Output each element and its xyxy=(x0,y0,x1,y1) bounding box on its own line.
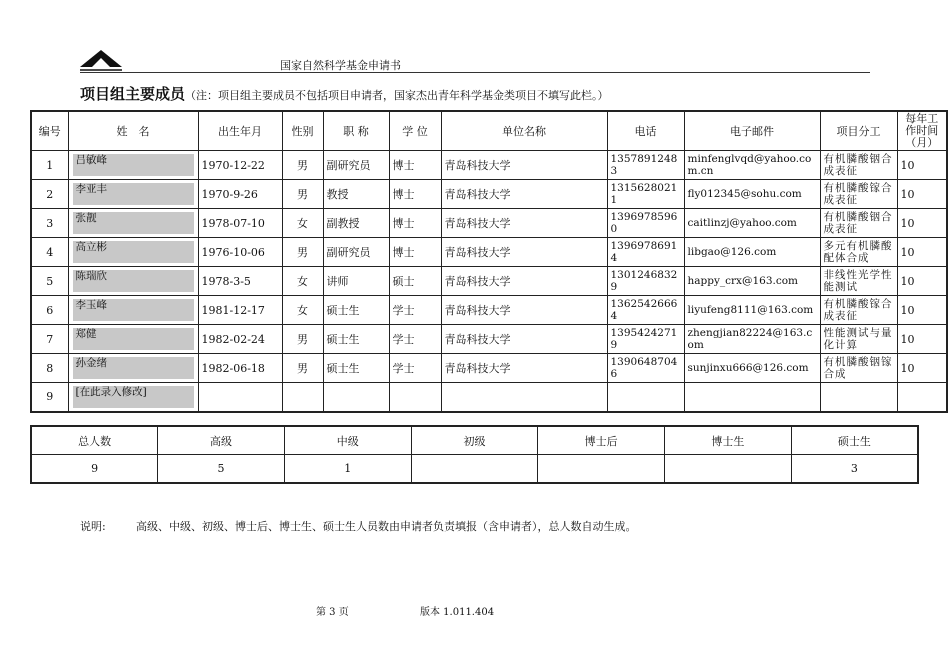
summary-value-cell[interactable]: 3 xyxy=(791,455,918,484)
cell-number[interactable]: 3 xyxy=(31,209,68,238)
explanation-text: 高级、中级、初级、博士后、博士生、硕士生人员数由申请者负责填报（含申请者），总人数自动生成。 xyxy=(136,520,637,533)
cell-name[interactable] xyxy=(68,151,198,180)
summary-value-cell[interactable]: 1 xyxy=(284,455,411,484)
summary-header-cell: 中级 xyxy=(284,426,411,455)
cell-months[interactable]: 10 xyxy=(897,180,947,209)
cell-email[interactable]: happy_crx@163.com xyxy=(684,267,820,296)
section-heading xyxy=(80,83,609,104)
cell-phone[interactable] xyxy=(607,383,684,412)
cell-gender[interactable]: 男 xyxy=(282,238,323,267)
cell-months[interactable]: 10 xyxy=(897,209,947,238)
cell-degree[interactable] xyxy=(389,383,441,412)
cell-email[interactable]: minfenglvqd@yahoo.com.cn xyxy=(684,151,820,180)
cell-division[interactable]: 有机膦酸铟合成表征 xyxy=(820,151,897,180)
members-table xyxy=(30,110,948,413)
cell-birth-date[interactable]: 1978-3-5 xyxy=(198,267,282,296)
member-row xyxy=(31,354,947,383)
cell-degree[interactable]: 学士 xyxy=(389,325,441,354)
summary-header-row xyxy=(31,426,918,455)
cell-months[interactable] xyxy=(897,383,947,412)
cell-organization[interactable]: 青岛科技大学 xyxy=(441,151,607,180)
name-input-field[interactable]: 吕敏峰 xyxy=(73,154,194,176)
cell-birth-date[interactable] xyxy=(198,383,282,412)
cell-division[interactable]: 有机膦酸镓合成表征 xyxy=(820,180,897,209)
cell-division[interactable]: 有机膦酸镓合成表征 xyxy=(820,296,897,325)
cell-birth-date[interactable]: 1970-12-22 xyxy=(198,151,282,180)
cell-name[interactable] xyxy=(68,267,198,296)
summary-header-cell: 总人数 xyxy=(31,426,158,455)
header-cell: 出生年月 xyxy=(198,111,282,151)
header-cell: 姓 名 xyxy=(68,111,198,151)
member-row xyxy=(31,151,947,180)
cell-title[interactable]: 硕士生 xyxy=(323,325,389,354)
cell-name[interactable] xyxy=(68,209,198,238)
header-cell: 职 称 xyxy=(323,111,389,151)
cell-division[interactable]: 非线性光学性能测试 xyxy=(820,267,897,296)
cell-name[interactable] xyxy=(68,383,198,412)
cell-phone[interactable]: 13906487046 xyxy=(607,354,684,383)
cell-months[interactable]: 10 xyxy=(897,151,947,180)
cell-title[interactable]: 硕士生 xyxy=(323,296,389,325)
cell-title[interactable]: 副教授 xyxy=(323,209,389,238)
cell-number[interactable]: 1 xyxy=(31,151,68,180)
document-header-title: 国家自然科学基金申请书 xyxy=(280,59,401,72)
member-row xyxy=(31,180,947,209)
cell-number[interactable]: 9 xyxy=(31,383,68,412)
cell-division[interactable]: 性能测试与量化计算 xyxy=(820,325,897,354)
cell-birth-date[interactable]: 1981-12-17 xyxy=(198,296,282,325)
explanation-note xyxy=(80,518,637,534)
member-row xyxy=(31,325,947,354)
cell-birth-date[interactable]: 1982-02-24 xyxy=(198,325,282,354)
nsfc-logo-icon xyxy=(80,47,122,73)
section-title: 项目组主要成员 xyxy=(80,85,186,103)
explanation-label: 说明: xyxy=(80,520,106,533)
cell-email[interactable]: caitlinzj@yahoo.com xyxy=(684,209,820,238)
cell-gender[interactable] xyxy=(282,383,323,412)
cell-organization[interactable]: 青岛科技大学 xyxy=(441,325,607,354)
cell-number[interactable]: 7 xyxy=(31,325,68,354)
section-note: （注：项目组主要成员不包括项目申请者，国家杰出青年科学基金类项目不填写此栏。） xyxy=(185,89,609,102)
cell-email[interactable]: zhengjian82224@163.com xyxy=(684,325,820,354)
summary-header-cell: 硕士生 xyxy=(791,426,918,455)
name-input-field[interactable]: 李亚丰 xyxy=(73,183,194,205)
page-number: 第 3 页 xyxy=(316,607,349,618)
header-cell: 单位名称 xyxy=(441,111,607,151)
cell-birth-date[interactable]: 1976-10-06 xyxy=(198,238,282,267)
cell-organization[interactable]: 青岛科技大学 xyxy=(441,267,607,296)
cell-number[interactable]: 5 xyxy=(31,267,68,296)
cell-gender[interactable]: 女 xyxy=(282,209,323,238)
cell-division[interactable] xyxy=(820,383,897,412)
cell-title[interactable]: 副研究员 xyxy=(323,238,389,267)
cell-name[interactable] xyxy=(68,238,198,267)
name-input-field[interactable]: [在此录入修改] xyxy=(73,386,194,408)
cell-degree[interactable]: 博士 xyxy=(389,151,441,180)
cell-gender[interactable]: 男 xyxy=(282,354,323,383)
cell-title[interactable]: 硕士生 xyxy=(323,354,389,383)
cell-name[interactable] xyxy=(68,180,198,209)
name-input-field[interactable]: 陈瑞欣 xyxy=(73,270,194,292)
cell-email[interactable]: sunjinxu666@126.com xyxy=(684,354,820,383)
cell-email[interactable]: liyufeng8111@163.com xyxy=(684,296,820,325)
cell-phone[interactable]: 13969785960 xyxy=(607,209,684,238)
cell-division[interactable]: 有机膦酸铟合成表征 xyxy=(820,209,897,238)
cell-birth-date[interactable]: 1970-9-26 xyxy=(198,180,282,209)
name-input-field[interactable]: 李玉峰 xyxy=(73,299,194,321)
name-input-field[interactable]: 张靓 xyxy=(73,212,194,234)
cell-division[interactable]: 有机膦酸铟镓合成 xyxy=(820,354,897,383)
cell-title[interactable]: 教授 xyxy=(323,180,389,209)
member-row xyxy=(31,296,947,325)
cell-title[interactable]: 讲师 xyxy=(323,267,389,296)
cell-organization[interactable]: 青岛科技大学 xyxy=(441,209,607,238)
member-row xyxy=(31,238,947,267)
name-input-field[interactable]: 孙金绪 xyxy=(73,357,194,379)
cell-number[interactable]: 6 xyxy=(31,296,68,325)
cell-organization[interactable]: 青岛科技大学 xyxy=(441,180,607,209)
cell-gender[interactable]: 男 xyxy=(282,180,323,209)
members-header-row xyxy=(31,111,947,151)
cell-gender[interactable]: 男 xyxy=(282,151,323,180)
member-row xyxy=(31,267,947,296)
summary-header-cell: 博士生 xyxy=(665,426,792,455)
cell-degree[interactable]: 博士 xyxy=(389,209,441,238)
header-cell: 性别 xyxy=(282,111,323,151)
cell-degree[interactable]: 博士 xyxy=(389,180,441,209)
cell-organization[interactable] xyxy=(441,383,607,412)
cell-number[interactable]: 2 xyxy=(31,180,68,209)
summary-value-cell[interactable] xyxy=(665,455,792,484)
name-input-field[interactable]: 郑健 xyxy=(73,328,194,350)
summary-value-cell[interactable] xyxy=(411,455,538,484)
cell-title[interactable] xyxy=(323,383,389,412)
summary-value-cell[interactable]: 5 xyxy=(158,455,285,484)
cell-email[interactable]: fly012345@sohu.com xyxy=(684,180,820,209)
members-body xyxy=(31,151,947,412)
name-input-field[interactable]: 高立彬 xyxy=(73,241,194,263)
header-cell: 项目分工 xyxy=(820,111,897,151)
cell-organization[interactable]: 青岛科技大学 xyxy=(441,238,607,267)
cell-months[interactable]: 10 xyxy=(897,296,947,325)
cell-birth-date[interactable]: 1978-07-10 xyxy=(198,209,282,238)
header-cell: 学 位 xyxy=(389,111,441,151)
cell-number[interactable]: 8 xyxy=(31,354,68,383)
cell-months[interactable]: 10 xyxy=(897,267,947,296)
summary-value-cell[interactable]: 9 xyxy=(31,455,158,484)
cell-birth-date[interactable]: 1982-06-18 xyxy=(198,354,282,383)
cell-degree[interactable]: 博士 xyxy=(389,238,441,267)
cell-organization[interactable]: 青岛科技大学 xyxy=(441,296,607,325)
summary-value-cell[interactable] xyxy=(538,455,665,484)
header-cell: 电话 xyxy=(607,111,684,151)
cell-number[interactable]: 4 xyxy=(31,238,68,267)
cell-name[interactable] xyxy=(68,354,198,383)
cell-email[interactable] xyxy=(684,383,820,412)
cell-name[interactable] xyxy=(68,325,198,354)
cell-degree[interactable]: 学士 xyxy=(389,296,441,325)
cell-months[interactable]: 10 xyxy=(897,238,947,267)
header-cell: 每年工作时间（月） xyxy=(897,111,947,151)
header-cell: 编号 xyxy=(31,111,68,151)
cell-degree[interactable]: 硕士 xyxy=(389,267,441,296)
summary-value-row xyxy=(31,455,918,484)
version-label: 版本 1.011.404 xyxy=(420,607,495,618)
member-row xyxy=(31,209,947,238)
cell-organization[interactable]: 青岛科技大学 xyxy=(441,354,607,383)
cell-title[interactable]: 副研究员 xyxy=(323,151,389,180)
cell-months[interactable]: 10 xyxy=(897,354,947,383)
cell-gender[interactable]: 男 xyxy=(282,325,323,354)
cell-phone[interactable]: 13012468329 xyxy=(607,267,684,296)
cell-name[interactable] xyxy=(68,296,198,325)
cell-months[interactable]: 10 xyxy=(897,325,947,354)
cell-degree[interactable]: 学士 xyxy=(389,354,441,383)
summary-header-cell: 高级 xyxy=(158,426,285,455)
cell-phone[interactable]: 13969786914 xyxy=(607,238,684,267)
header-cell: 电子邮件 xyxy=(684,111,820,151)
cell-phone[interactable]: 13625426664 xyxy=(607,296,684,325)
cell-gender[interactable]: 女 xyxy=(282,296,323,325)
cell-phone[interactable]: 13156280211 xyxy=(607,180,684,209)
cell-division[interactable]: 多元有机膦酸配体合成 xyxy=(820,238,897,267)
header-divider xyxy=(80,72,870,73)
summary-header-cell: 初级 xyxy=(411,426,538,455)
cell-phone[interactable]: 13578912483 xyxy=(607,151,684,180)
summary-table xyxy=(30,425,919,484)
summary-header-cell: 博士后 xyxy=(538,426,665,455)
cell-gender[interactable]: 女 xyxy=(282,267,323,296)
member-row xyxy=(31,383,947,412)
cell-phone[interactable]: 13954242719 xyxy=(607,325,684,354)
cell-email[interactable]: libgao@126.com xyxy=(684,238,820,267)
